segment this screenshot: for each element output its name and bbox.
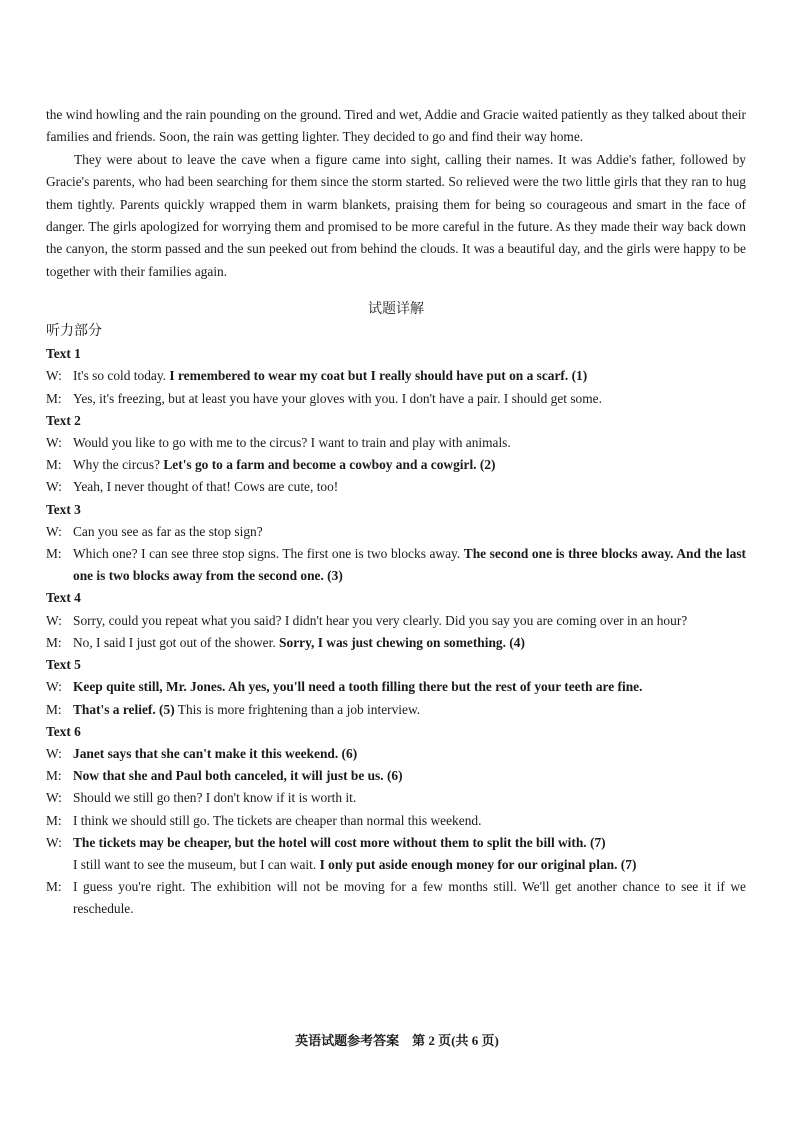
dialogue-line: [46, 365, 746, 387]
text-segment: I only put aside enough money for our original plan. (7): [319, 856, 637, 872]
text-label: Text 3: [46, 501, 81, 517]
section-title: 试题详解: [368, 302, 424, 318]
text-segment: Janet says that she can't make it this weekend. (6): [73, 745, 358, 761]
text-segment: Why the circus?: [73, 457, 164, 473]
speaker-label: M:: [46, 457, 62, 473]
text-segment: The second one is three blocks away. And the last one is two blocks away from the second one. (3): [73, 546, 746, 584]
page-footer: 英语试题参考答案 第 2 页(共 6 页): [295, 1033, 499, 1048]
text-label: Text 1: [46, 346, 81, 362]
text-segment: Would you like to go with me to the circus? I want to train and play with animals.: [73, 435, 511, 451]
text-label: Text 4: [46, 590, 81, 606]
speaker-label: W:: [46, 368, 62, 384]
text-label: Text 6: [46, 723, 81, 739]
dialogue-line: [46, 699, 746, 721]
text-segment: This is more frightening than a job interview.: [174, 701, 421, 717]
document-body: [46, 104, 746, 921]
speaker-label: M:: [46, 390, 62, 406]
dialogue-line: [46, 787, 746, 809]
text-segment: Sorry, could you repeat what you said? I didn't hear you very clearly. Did you say you are coming over in an hour?: [73, 612, 688, 628]
dialogue-line: [46, 676, 746, 698]
text-segment: Should we still go then? I don't know if it is worth it.: [73, 790, 357, 806]
speaker-label: M:: [46, 768, 62, 784]
speaker-label: M:: [46, 546, 62, 562]
dialogue-line: [46, 876, 746, 920]
text-segment: Which one? I can see three stop signs. The first one is two blocks away.: [73, 546, 464, 562]
speaker-label: W:: [46, 435, 62, 451]
speaker-label: W:: [46, 745, 62, 761]
text-segment: Let's go to a farm and become a cowboy and a cowgirl. (2): [163, 457, 496, 473]
text-segment: The tickets may be cheaper, but the hotel will cost more without them to split the bill with. (7): [73, 834, 606, 850]
speaker-label: M:: [46, 634, 62, 650]
text-segment: No, I said I just got out of the shower.: [73, 634, 280, 650]
dialogue-line: [46, 765, 746, 787]
text-segment: I remembered to wear my coat but I really should have put on a scarf. (1): [169, 368, 588, 384]
dialogue-line: [46, 432, 746, 454]
text-segment: It's so cold today.: [73, 368, 170, 384]
speaker-label: W:: [46, 523, 62, 539]
text-segment: Now that she and Paul both canceled, it will just be us. (6): [73, 768, 403, 784]
dialogue-line: [46, 610, 746, 632]
speaker-label: W:: [46, 479, 62, 495]
dialogue-line: [46, 454, 746, 476]
dialogue-line: [46, 810, 746, 832]
dialogue-line: [46, 521, 746, 543]
dialogue-line-continuation: [46, 854, 746, 876]
listening-transcripts: [46, 343, 746, 920]
dialogue-line: [46, 632, 746, 654]
text-segment: That's a relief. (5): [73, 701, 175, 717]
dialogue-line: [46, 388, 746, 410]
text-segment: Can you see as far as the stop sign?: [73, 523, 263, 539]
dialogue-line: [46, 832, 746, 854]
speaker-label: M:: [46, 701, 62, 717]
text-segment: I guess you're right. The exhibition will not be moving for a few months still. We'll get another chance to see it if we reschedule.: [73, 879, 746, 917]
text-label: Text 5: [46, 657, 81, 673]
speaker-label: W:: [46, 834, 62, 850]
dialogue-line: [46, 743, 746, 765]
text-segment: Sorry, I was just chewing on something. (4): [279, 634, 525, 650]
text-segment: Yes, it's freezing, but at least you have your gloves with you. I don't have a pair. I should get some.: [73, 390, 602, 406]
story-paragraph-2: They were about to leave the cave when a figure came into sight, calling their names. It was Addie's father, followed by Gracie's parents, who had been searching for them since the storm started. So relieved were the two little girls that they ran to hug them tightly. Parents quickly wrapped them in warm blankets, praising them for being so courageous and smart in the face of danger. The girls apologized for worrying them and promised to be more careful in the future. As they made their way back down the canyon, the storm passed and the sun peeked out from behind the clouds. It was a beautiful day, and the girls were happy to be together with their families again.: [46, 151, 746, 279]
text-segment: I think we should still go. The tickets are cheaper than normal this weekend.: [73, 812, 482, 828]
dialogue-line: [46, 543, 746, 587]
dialogue-line: [46, 476, 746, 498]
text-segment: Yeah, I never thought of that! Cows are cute, too!: [73, 479, 339, 495]
text-segment: I still want to see the museum, but I can wait.: [73, 856, 320, 872]
text-label: Text 2: [46, 412, 81, 428]
speaker-label: W:: [46, 790, 62, 806]
story-paragraph-1: the wind howling and the rain pounding on the ground. Tired and wet, Addie and Gracie waited patiently as they talked about their families and friends. Soon, the rain was getting lighter. They decided to go and find their way home.: [46, 107, 746, 145]
speaker-label: W:: [46, 612, 62, 628]
speaker-label: M:: [46, 812, 62, 828]
speaker-label: W:: [46, 679, 62, 695]
text-segment: Keep quite still, Mr. Jones. Ah yes, you'll need a tooth filling there but the rest of your teeth are fine.: [73, 679, 643, 695]
speaker-label: M:: [46, 879, 62, 895]
part-title: 听力部分: [46, 324, 102, 340]
